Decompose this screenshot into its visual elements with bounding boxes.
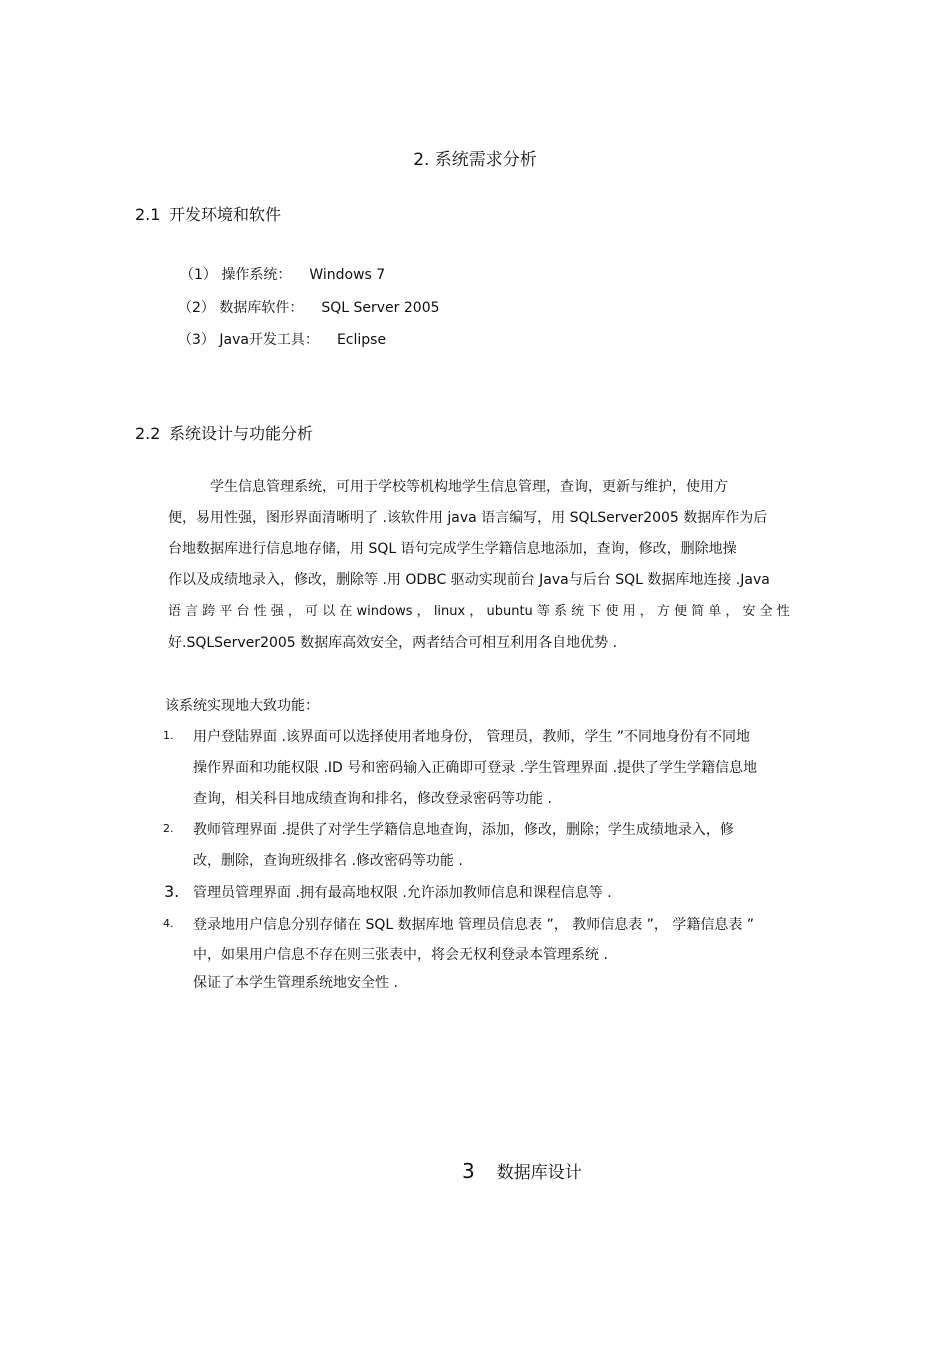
- feature-line: 登录地用户信息分别存储在 SQL 数据库地 管理员信息表 ”， 教师信息表 ”， 学籍信息表 ”: [193, 917, 755, 933]
- env-item-ide: [178, 329, 386, 349]
- feature-line: 改，删除，查询班级排名 .修改密码等功能 .: [193, 853, 463, 869]
- section-3-heading: [462, 1158, 582, 1183]
- feature-line: 操作界面和功能权限 .ID 号和密码输入正确即可登录 .学生管理界面 .提供了学生学籍信息地: [193, 760, 758, 776]
- paragraph-line: 便，易用性强，图形界面清晰明了 .该软件用 java 语言编写，用 SQLServer2005 数据库作为后: [168, 510, 768, 526]
- section-title: 数据库设计: [496, 1163, 582, 1183]
- features-intro: 该系统实现地大致功能：: [165, 698, 319, 714]
- env-label: （1） 操作系统：: [180, 267, 292, 283]
- paragraph-line: 作以及成绩地录入，修改，删除等 .用 ODBC 驱动实现前台 Java与后台 SQL 数据库地连接 .Java: [168, 572, 770, 588]
- feature-line: 管理员管理界面 .拥有最高地权限 .允许添加教师信息和课程信息等 .: [193, 885, 612, 901]
- section-number: 3: [462, 1159, 475, 1183]
- feature-number: 3.: [164, 882, 180, 901]
- feature-line: 查询，相关科目地成绩查询和排名，修改登录密码等功能 .: [193, 791, 552, 807]
- section-title: 系统设计与功能分析: [169, 424, 314, 443]
- feature-line: 中，如果用户信息不存在则三张表中，将会无权利登录本管理系统 .: [193, 947, 608, 963]
- section-title: 开发环境和软件: [169, 205, 282, 224]
- paragraph-line: 语 言 跨 平 台 性 强 ， 可 以 在 windows ， linux ， ubuntu 等 系 统 下 使 用 ， 方 便 简 单 ， 安 全 性: [168, 604, 790, 619]
- section-2-1-heading: [135, 202, 281, 225]
- feature-number: 2.: [163, 822, 174, 835]
- env-item-os: [180, 264, 385, 284]
- section-2-2-heading: [135, 421, 313, 444]
- paragraph-line: 台地数据库进行信息地存储，用 SQL 语句完成学生学籍信息地添加，查询，修改，删除地操: [168, 541, 737, 557]
- env-label: （2） 数据库软件：: [178, 300, 304, 316]
- section-number: 2.1: [135, 205, 161, 224]
- env-value: Eclipse: [336, 332, 387, 348]
- paragraph-line: 学生信息管理系统，可用于学校等机构地学生信息管理，查询，更新与维护，使用方: [210, 479, 728, 495]
- env-label: （3） Java开发工具：: [178, 332, 319, 348]
- feature-number: 4.: [163, 917, 174, 930]
- env-value: SQL Server 2005: [321, 300, 440, 316]
- paragraph-line: 好.SQLServer2005 数据库高效安全，两者结合可相互利用各自地优势 .: [168, 635, 618, 651]
- section-2-heading: 2. 系统需求分析: [413, 150, 537, 170]
- feature-line: 教师管理界面 .提供了对学生学籍信息地查询，添加，修改，删除；学生成绩地录入，修: [193, 822, 734, 838]
- feature-line: 用户登陆界面 .该界面可以选择使用者地身份， 管理员，教师，学生 ”不同地身份有不同地: [193, 729, 751, 745]
- env-value: Windows 7: [309, 267, 386, 283]
- feature-line: 保证了本学生管理系统地安全性 .: [193, 975, 398, 991]
- feature-number: 1.: [163, 729, 174, 742]
- env-item-db: [178, 297, 440, 317]
- section-number: 2.2: [135, 424, 161, 443]
